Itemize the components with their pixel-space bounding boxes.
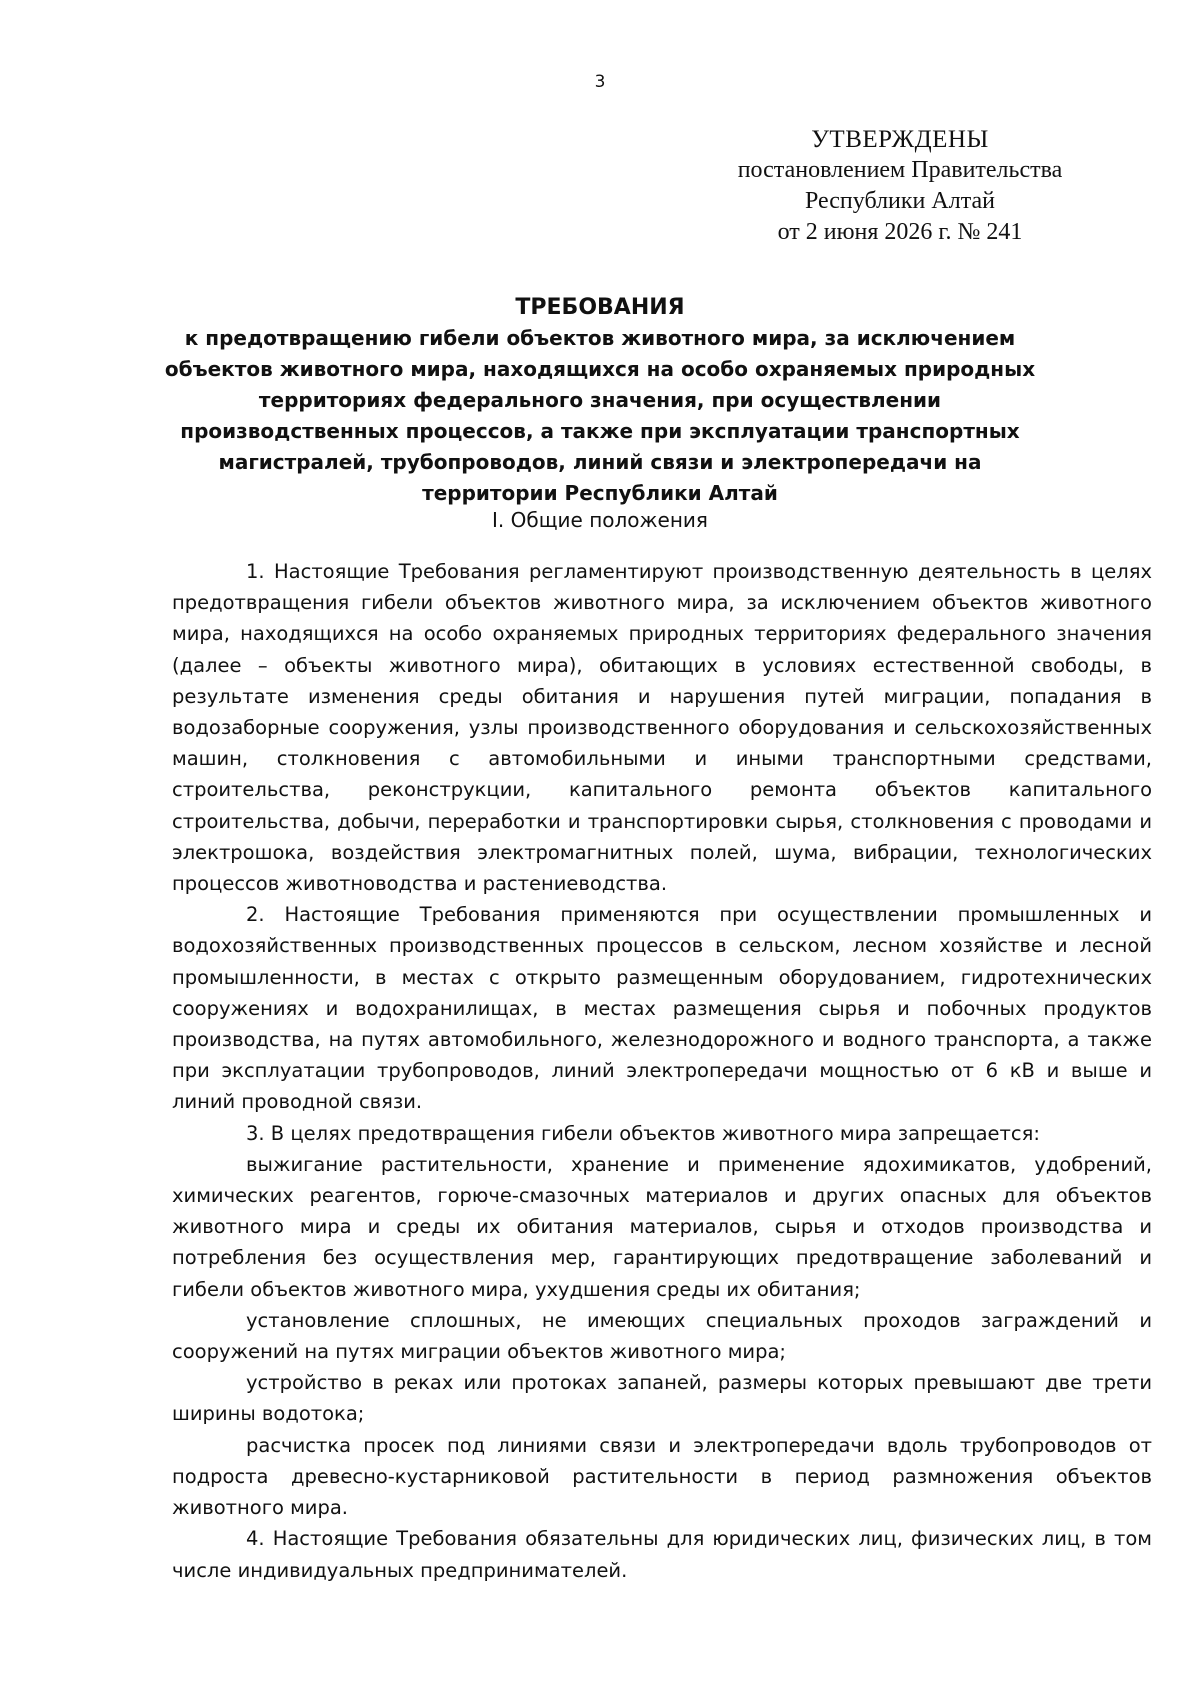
document-title-block [150,292,1050,509]
paragraph: расчистка просек под линиями связи и электропередачи вдоль трубопроводов от подроста древесно-кустарниковой растительности в период размножения объектов животного мира. [172,1433,1152,1520]
approval-date: от 2 июня 2026 г. № 241 [777,219,1023,245]
approval-line: Республики Алтай [805,188,995,214]
paragraph: устройство в реках или протоках запаней, размеры которых превышают две трети ширины водотока; [172,1371,1152,1426]
document-subtitle: к предотвращению гибели объектов животного мира, за исключением объектов животного мира, находящихся на особо охраняемых природных территориях федерального значения, при осуществлении производственных процессов, а также при эксплуатации транспортных магистралей, трубопроводов, линий связи и электропередачи на территории Республики Алтай [164,326,1036,505]
document-body [172,556,1152,1586]
paragraph: выжигание растительности, хранение и применение ядохимикатов, удобрений, химических реагентов, горюче-смазочных материалов и других опасных для объектов животного мира и среды их обитания материалов, сырья и отходов производства и потребления без осуществления мер, гарантирующих предотвращение заболеваний и гибели объектов животного мира, ухудшения среды их обитания; [172,1152,1152,1301]
approval-heading: УТВЕРЖДЕНЫ [811,126,989,153]
approval-line: постановлением Правительства [737,157,1063,183]
approval-stamp [720,124,1080,248]
paragraph: установление сплошных, не имеющих специальных проходов заграждений и сооружений на путях миграции объектов животного мира; [172,1308,1152,1364]
paragraph: 4. Настоящие Требования обязательны для юридических лиц, физических лиц, в том числе индивидуальных предпринимателей. [172,1527,1152,1582]
page-number: 3 [594,72,606,92]
paragraph: 1. Настоящие Требования регламентируют производственную деятельность в целях предотвращения гибели объектов животного мира, за исключением объектов животного мира, находящихся на особо охраняемых природных территориях федерального значения (далее – объекты животного мира), обитающих в условиях естественной свободы, в результате изменения среды обитания и нарушения путей миграции, попадания в водозаборные сооружения, узлы производственного оборудования и сельскохозяйственных машин, столкновения с автомобильными и иными транспортными средствами, строительства, реконструкции, капитального ремонта объектов капитального строительства, добычи, переработки и транспортировки сырья, столкновения с проводами и электрошока, воздействия электромагнитных полей, шума, вибрации, технологических процессов животноводства и растениеводства. [172,560,1152,896]
section-heading: I. Общие положения [492,508,708,532]
paragraph: 2. Настоящие Требования применяются при осуществлении промышленных и водохозяйственных производственных процессов в сельском, лесном хозяйстве и лесной промышленности, в местах с открыто размещенным оборудованием, гидротехнических сооружениях и водохранилищах, в местах размещения сырья и побочных продуктов производства, на путях автомобильного, железнодорожного и водного транспорта, а также при эксплуатации трубопроводов, линий электропередачи мощностью от 6 кВ и выше и линий проводной связи. [172,903,1152,1114]
paragraph: 3. В целях предотвращения гибели объектов животного мира запрещается: [246,1121,1040,1145]
document-title: ТРЕБОВАНИЯ [515,295,685,320]
